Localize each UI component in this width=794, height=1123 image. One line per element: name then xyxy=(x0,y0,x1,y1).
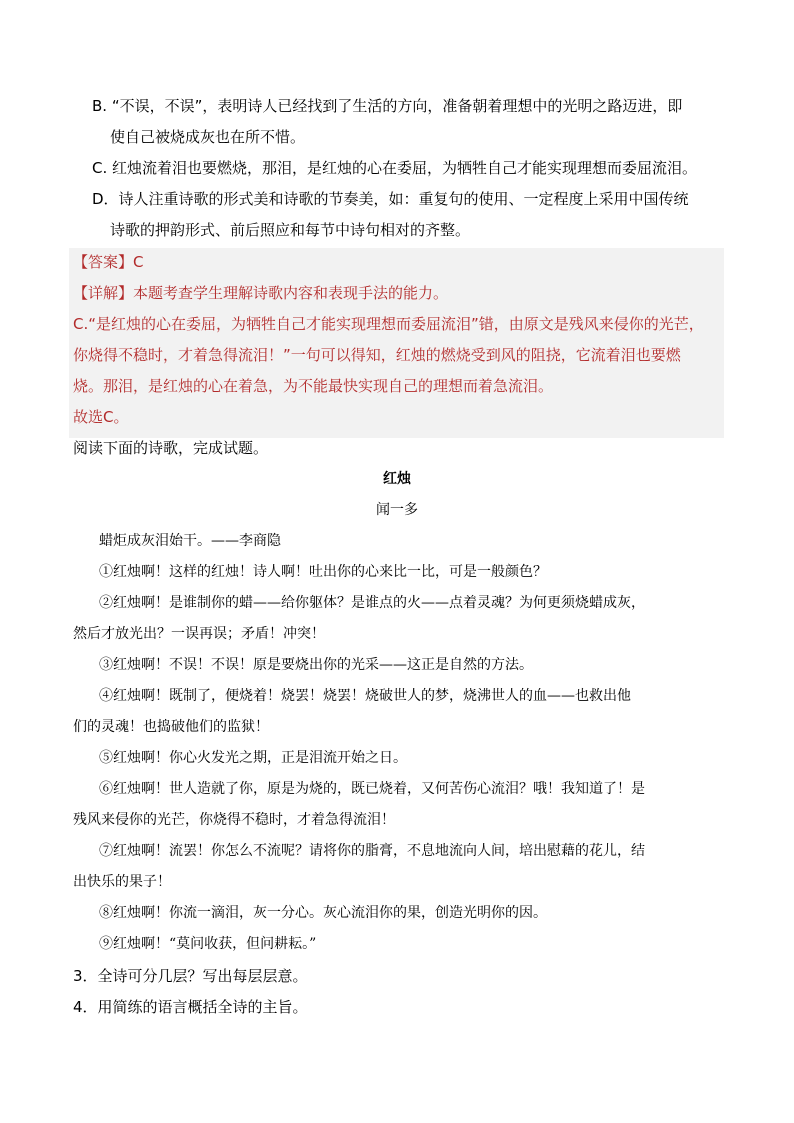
option-d-line2: 诗歌的押韵形式、前后照应和每节中诗句相对的齐整。 xyxy=(110,221,471,239)
poem-epigraph: 蜡炬成灰泪始干。——李商隐 xyxy=(99,533,281,549)
option-b-line1: B. “不误，不误”，表明诗人已经找到了生活的方向，准备朝着理想中的光明之路迈进，即 xyxy=(92,97,683,115)
explanation-line2: 你烧得不稳时，才着急得流泪！”一句可以得知，红烛的燃烧受到风的阻挠，它流着泪也要燃 xyxy=(73,346,681,364)
poem-stanza-9: ⑨红烛啊！“莫问收获，但问耕耘。” xyxy=(99,936,317,952)
poem-author: 闻一多 xyxy=(376,502,418,518)
poem-stanza-7a: ⑦红烛啊！流罢！你怎么不流呢？请将你的脂膏，不息地流向人间，培出慰藉的花儿，结 xyxy=(99,843,645,859)
poem-stanza-1: ①红烛啊！这样的红烛！诗人啊！吐出你的心来比一比，可是一般颜色？ xyxy=(99,564,547,580)
poem-stanza-8: ⑧红烛啊！你流一滴泪，灰一分心。灰心流泪你的果，创造光明你的因。 xyxy=(99,905,547,921)
question-4: 4．用简练的语言概括全诗的主旨。 xyxy=(73,998,308,1016)
option-d-line1: D．诗人注重诗歌的形式美和诗歌的节奏美，如：重复句的使用、一定程度上采用中国传统 xyxy=(92,190,689,208)
explanation-heading: 【详解】本题考查学生理解诗歌内容和表现手法的能力。 xyxy=(73,284,449,302)
option-b-line2: 使自己被烧成灰也在所不惜。 xyxy=(110,128,306,146)
final-choice: 故选C。 xyxy=(73,408,129,426)
poem-stanza-7b: 出快乐的果子！ xyxy=(73,874,171,890)
answer-label: 【答案】C xyxy=(73,253,144,271)
poem-stanza-6b: 残风来侵你的光芒，你烧得不稳时，才着急得流泪！ xyxy=(73,812,395,828)
poem-stanza-2b: 然后才放光出？一误再误；矛盾！冲突！ xyxy=(73,626,325,642)
option-c: C. 红烛流着泪也要燃烧，那泪，是红烛的心在委屈，为牺牲自己才能实现理想而委屈流泪。 xyxy=(92,159,698,177)
answer-box xyxy=(69,248,724,438)
poem-stanza-5: ⑤红烛啊！你心火发光之期，正是泪流开始之日。 xyxy=(99,750,407,766)
reading-instruction: 阅读下面的诗歌，完成试题。 xyxy=(73,439,269,457)
poem-title: 红烛 xyxy=(383,471,411,487)
poem-stanza-3: ③红烛啊！不误！不误！原是要烧出你的光采——这正是自然的方法。 xyxy=(99,657,533,673)
poem-stanza-4a: ④红烛啊！既制了，便烧着！烧罢！烧罢！烧破世人的梦，烧沸世人的血——也救出他 xyxy=(99,688,631,704)
explanation-line3: 烧。那泪，是红烛的心在着急，为不能最快实现自己的理想而着急流泪。 xyxy=(73,377,554,395)
question-3: 3．全诗可分几层？写出每层层意。 xyxy=(73,967,308,985)
poem-stanza-4b: 们的灵魂！也捣破他们的监狱！ xyxy=(73,719,269,735)
explanation-line1: C.“是红烛的心在委屈，为牺牲自己才能实现理想而委屈流泪”错，由原文是残风来侵你的光芒， xyxy=(73,315,704,333)
poem-stanza-6a: ⑥红烛啊！世人造就了你，原是为烧的，既已烧着，又何苦伤心流泪？哦！我知道了！是 xyxy=(99,781,645,797)
poem-stanza-2a: ②红烛啊！是谁制你的蜡——给你躯体？是谁点的火——点着灵魂？为何更须烧蜡成灰， xyxy=(99,595,645,611)
